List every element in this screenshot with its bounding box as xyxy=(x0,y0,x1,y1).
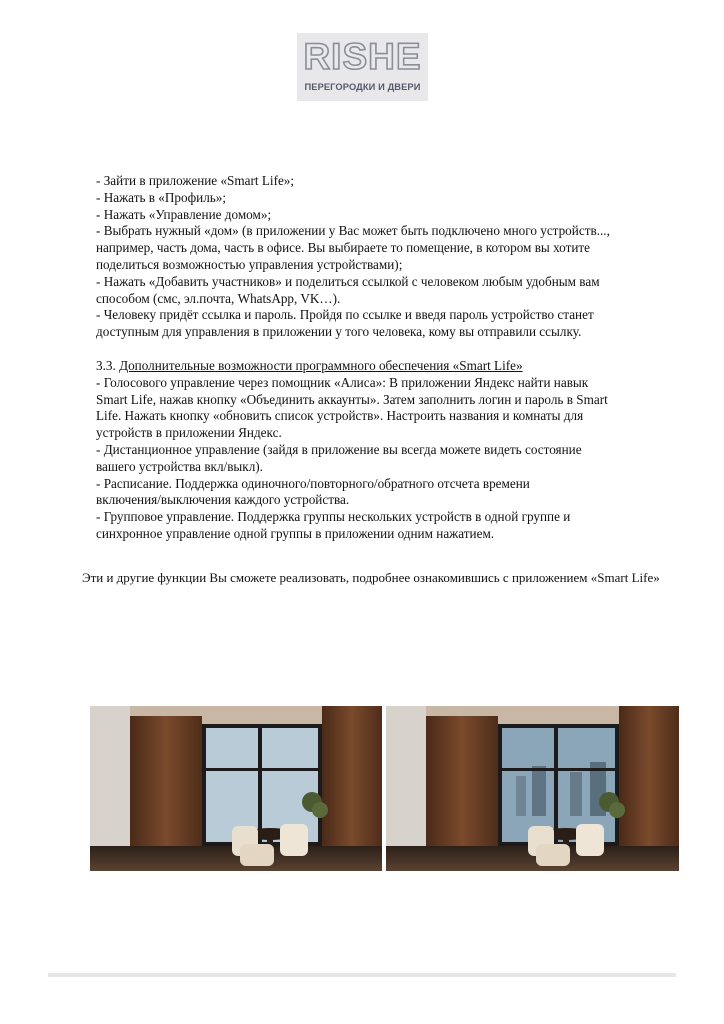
instruction-line: - Нажать «Добавить участников» и поделиться ссылкой с человеком любым удобным вам xyxy=(96,273,600,289)
feature-line: - Групповое управление. Поддержка группы нескольких устройств в одной группе и xyxy=(96,509,571,525)
feature-line: Life. Нажать кнопку «обновить список устройств». Настроить названия и комнаты для xyxy=(96,408,584,424)
section-number: 3.3. xyxy=(96,357,116,373)
instruction-line: - Нажать «Управление домом»; xyxy=(96,206,272,222)
logo-tagline: ПЕРЕГОРОДКИ И ДВЕРИ xyxy=(304,82,421,92)
instruction-line: - Выбрать нужный «дом» (в приложении у Вас может быть подключено много устройств..., xyxy=(96,223,610,239)
photo-glass-clear xyxy=(386,706,679,871)
instruction-line: поделиться возможностью управления устройствами); xyxy=(96,256,403,272)
feature-line: - Расписание. Поддержка одиночного/повторного/обратного отсчета времени xyxy=(96,475,530,491)
instruction-line: способом (смс, эл.почта, WhatsApp, VK…). xyxy=(96,290,341,306)
closing-sentence: Эти и другие функции Вы сможете реализовать, подробнее ознакомившись с приложением «Smart Life» xyxy=(82,570,660,585)
document-body xyxy=(96,173,676,543)
feature-line: Smart Life, нажав кнопку «Объединить аккаунты». Затем заполнить логин и пароль в Smart xyxy=(96,391,608,407)
feature-line: - Голосового управление через помощник «Алиса»: В приложении Яндекс найти навык xyxy=(96,374,589,390)
photo-glass-frosted xyxy=(90,706,382,871)
instruction-line: например, часть дома, часть в офисе. Вы выбираете то помещение, в котором вы хотите xyxy=(96,240,591,256)
interior-clear-illustration xyxy=(386,706,679,871)
logo-wordmark: RISHE xyxy=(303,36,422,77)
feature-line: синхронное управление одной группы в приложении одним нажатием. xyxy=(96,525,495,541)
instruction-line: - Зайти в приложение «Smart Life»; xyxy=(96,173,295,188)
frosted-glass-pane xyxy=(206,728,258,842)
instruction-line: доступным для управления в приложении у того человека, кому вы отправили ссылку. xyxy=(96,324,582,340)
footer-divider xyxy=(48,973,676,977)
interior-frosted-illustration xyxy=(90,706,382,871)
section-heading xyxy=(96,358,676,375)
feature-line: вашего устройства вкл/выкл). xyxy=(96,458,263,474)
instruction-line: - Нажать в «Профиль»; xyxy=(96,189,227,205)
feature-line: включения/выключения каждого устройства. xyxy=(96,492,350,508)
section-title: Дополнительные возможности программного обеспечения «Smart Life» xyxy=(119,357,523,373)
company-logo xyxy=(297,33,428,101)
clear-glass-pane xyxy=(502,728,554,842)
feature-line: устройств в приложении Яндекс. xyxy=(96,425,282,441)
sharing-instructions xyxy=(96,173,676,341)
feature-line: - Дистанционное управление (зайдя в приложение вы всегда можете видеть состояние xyxy=(96,441,582,457)
section-features xyxy=(96,375,676,543)
instruction-line: - Человеку придёт ссылка и пароль. Пройдя по ссылке и введя пароль устройство станет xyxy=(96,307,594,323)
